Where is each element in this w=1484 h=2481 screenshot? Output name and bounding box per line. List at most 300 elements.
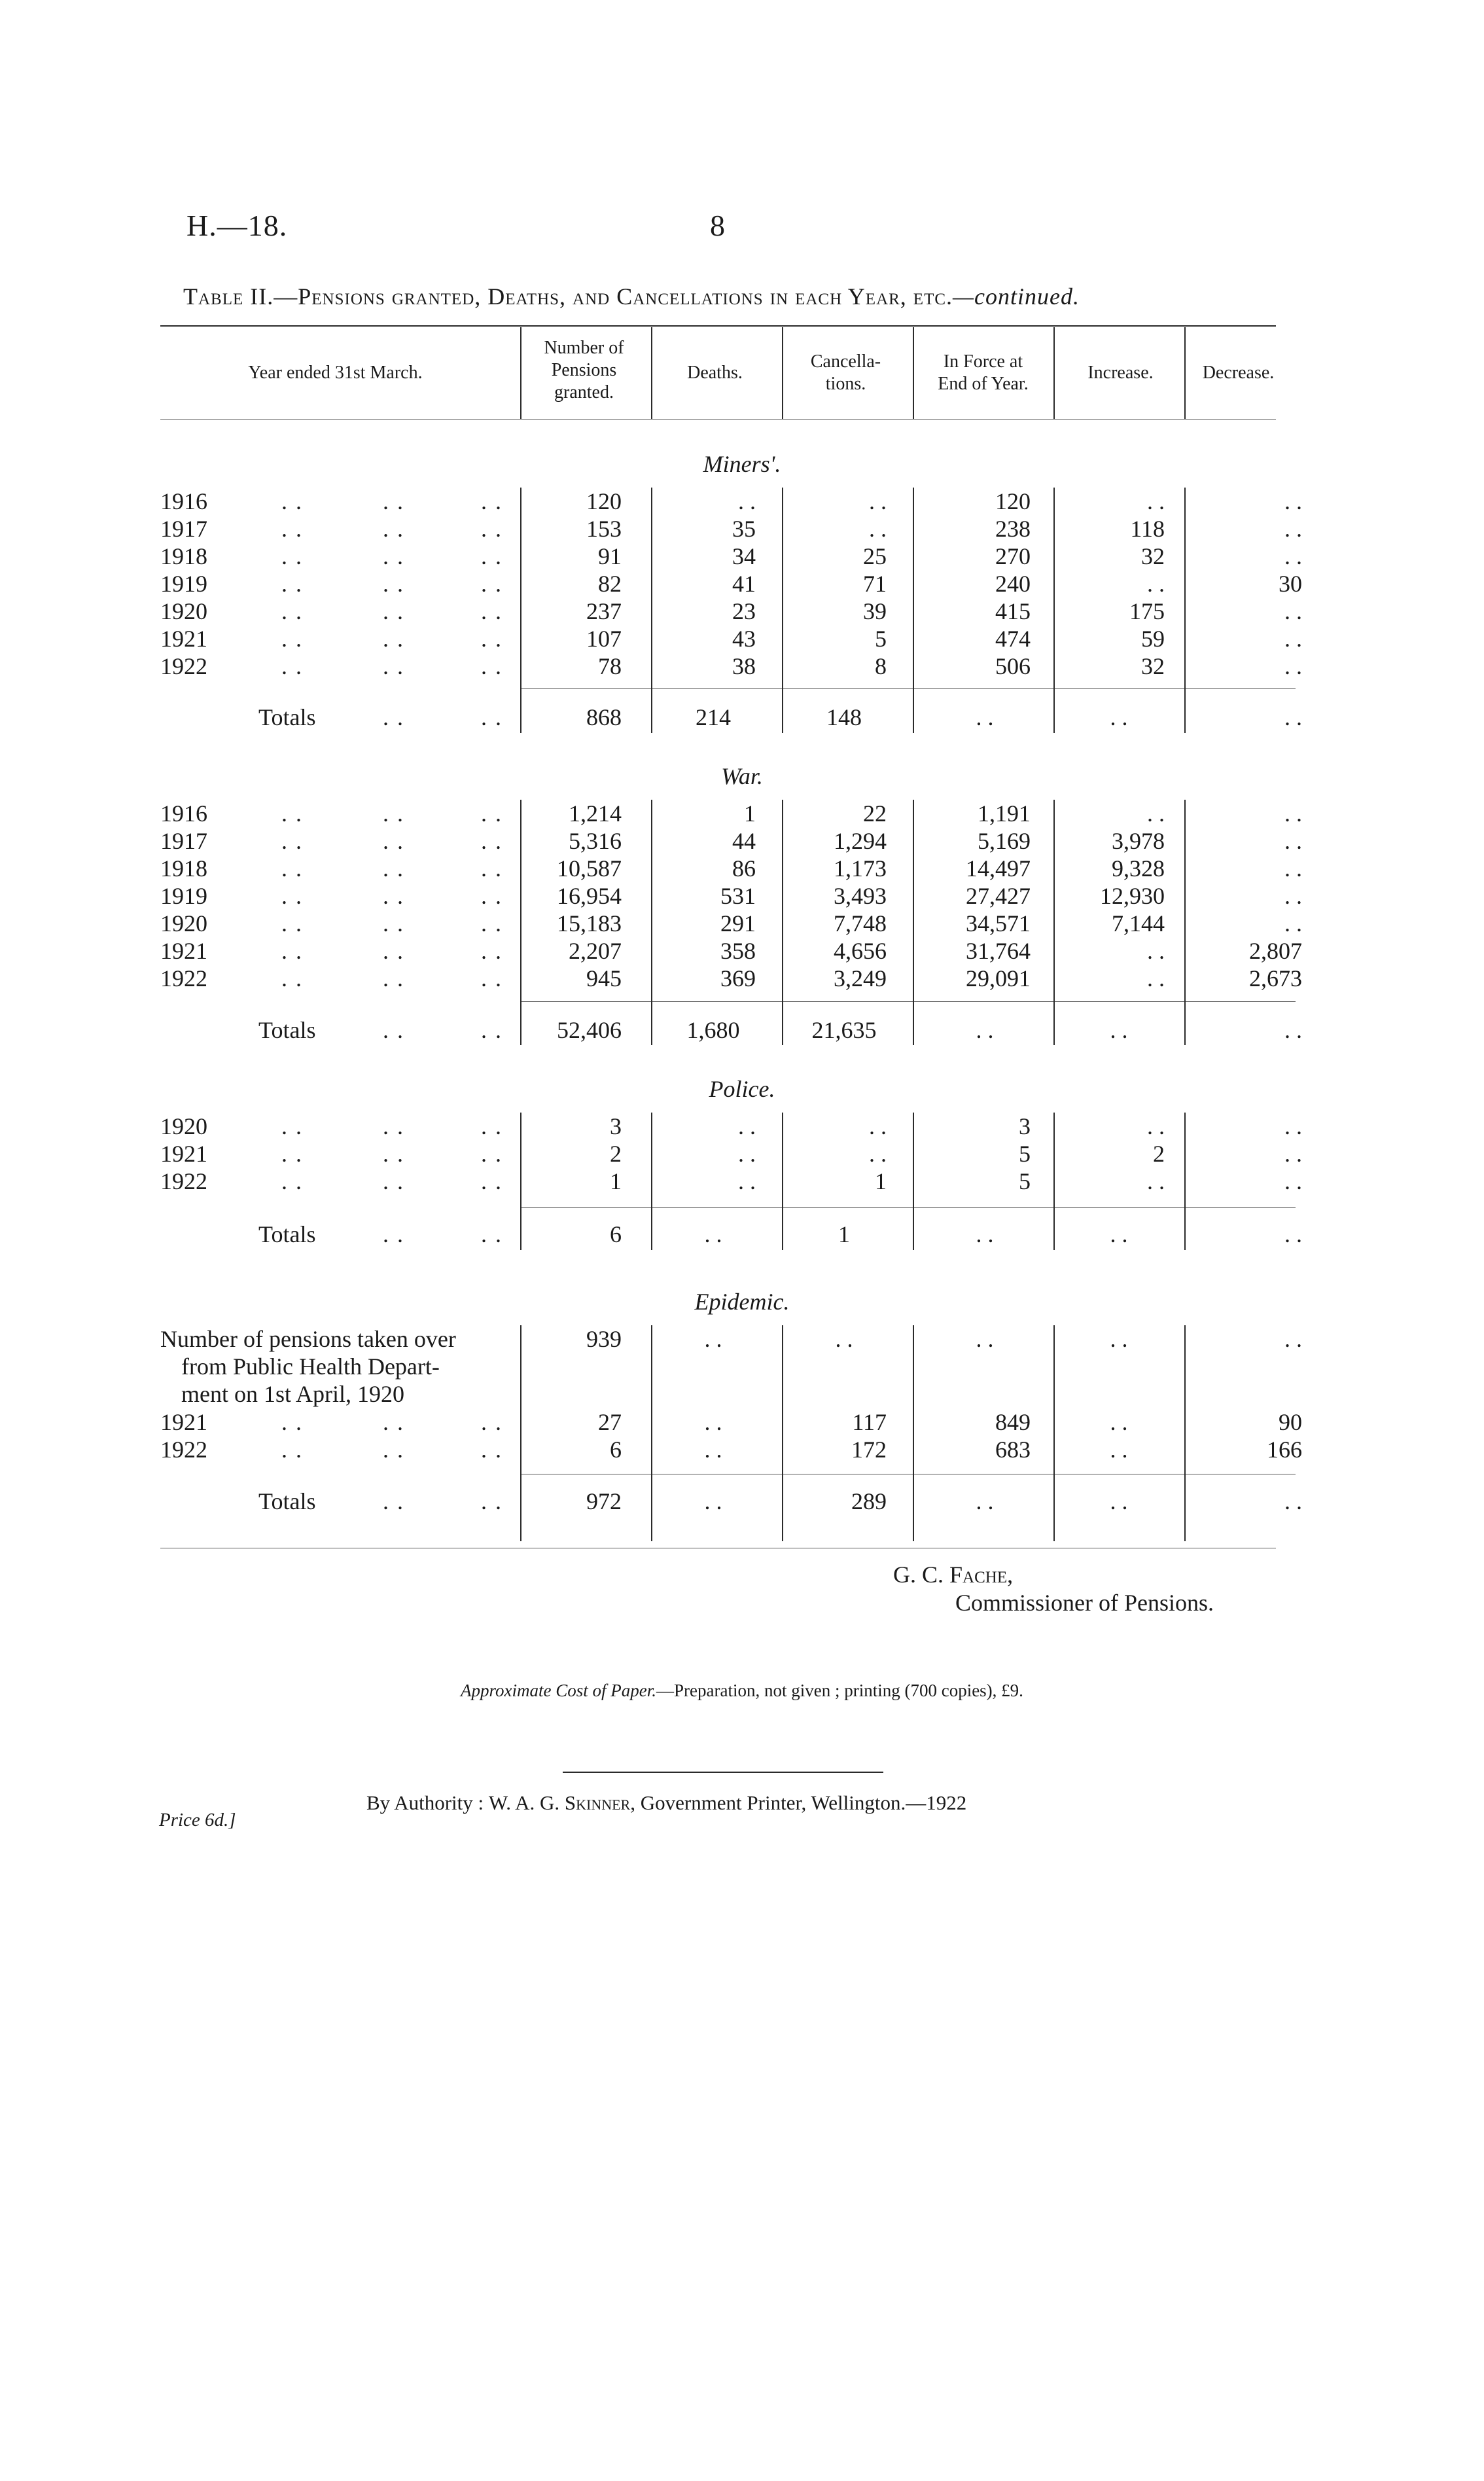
cost-note (0, 1681, 1484, 1701)
cell-increase: . . (1147, 488, 1165, 514)
leader-dots: . . (481, 1017, 503, 1043)
cell-deaths: . . (704, 1409, 722, 1435)
cell-granted: 2 (610, 1141, 622, 1167)
cell-deaths: . . (738, 488, 756, 514)
totals-row (0, 1221, 1484, 1248)
cost-note-label: Approximate Cost of Paper. (461, 1681, 657, 1700)
leader-dots: . . (383, 1409, 404, 1435)
cell-cancellations: 22 (863, 800, 887, 827)
row-year: 1922 (160, 1437, 207, 1463)
leader-dots: . . (281, 571, 303, 597)
col-sep (913, 800, 914, 1045)
cell-deaths: 41 (732, 571, 756, 597)
cost-note-text: —Preparation, not given ; printing (700 copies), £9. (656, 1681, 1023, 1700)
cell-increase: 59 (1141, 626, 1165, 652)
page-number: 8 (710, 209, 725, 242)
cell-granted: 237 (586, 598, 622, 624)
subtotal-rule (520, 1001, 1296, 1002)
leader-dots: . . (383, 516, 404, 542)
leader-dots: . . (481, 598, 503, 624)
row-year: 1917 (160, 828, 207, 854)
leader-dots: . . (383, 1017, 404, 1043)
cell-granted: 27 (598, 1409, 622, 1435)
row-year: 1921 (160, 1141, 207, 1167)
leader-dots: . . (281, 543, 303, 569)
subtotal-rule (520, 688, 1296, 689)
col-header-year: Year ended 31st March. (248, 363, 423, 383)
cell-in-force: 270 (995, 543, 1031, 569)
col-sep (520, 488, 521, 733)
cell-increase: 32 (1141, 543, 1165, 569)
cell-deaths: 35 (732, 516, 756, 542)
leader-dots: . . (481, 1437, 503, 1463)
leader-dots: . . (383, 965, 404, 991)
cell-in-force: 506 (995, 653, 1031, 679)
leader-dots: . . (281, 488, 303, 514)
cell-granted: 107 (586, 626, 622, 652)
leader-dots: . . (481, 965, 503, 991)
row-year: 1919 (160, 571, 207, 597)
col-sep (913, 1325, 914, 1541)
table-row (0, 1140, 1484, 1168)
total-deaths: . . (704, 1488, 722, 1514)
cell-in-force: 683 (995, 1437, 1031, 1463)
total-granted: 972 (586, 1488, 622, 1514)
cell-in-force: 29,091 (966, 965, 1031, 991)
total-deaths: 1,680 (686, 1017, 740, 1043)
cell-cancellations: . . (869, 488, 887, 514)
cell-increase: 12,930 (1100, 883, 1165, 909)
leader-dots: . . (481, 1221, 503, 1247)
table-row (0, 855, 1484, 882)
cell-cancellations: 71 (863, 571, 887, 597)
col-sep (913, 488, 914, 733)
signatory-title: Commissioner of Pensions. (955, 1590, 1214, 1616)
leader-dots: . . (281, 1437, 303, 1463)
total-in-force: . . (976, 1488, 994, 1514)
leader-dots: . . (383, 488, 404, 514)
cell-cancellations: 5 (875, 626, 887, 652)
total-decrease: . . (1284, 1488, 1302, 1514)
cell-granted: 10,587 (557, 855, 622, 882)
cell-cancellations: 1 (875, 1168, 887, 1194)
table-row (0, 910, 1484, 937)
section-title-epidemic: Epidemic. (694, 1289, 790, 1315)
cell-cancellations: 117 (852, 1409, 887, 1435)
leader-dots: . . (383, 571, 404, 597)
cell-granted: 2,207 (569, 938, 622, 964)
cell-increase: . . (1147, 965, 1165, 991)
cell-decrease: . . (1284, 598, 1302, 624)
leader-dots: . . (281, 938, 303, 964)
leader-dots: . . (281, 855, 303, 882)
cell-in-force: 5,169 (978, 828, 1031, 854)
row-year: 1921 (160, 626, 207, 652)
total-increase: . . (1110, 704, 1128, 730)
cell-decrease: . . (1284, 1326, 1302, 1352)
table-row (0, 543, 1484, 570)
col-sep (782, 1113, 783, 1250)
authority-line (366, 1791, 966, 1815)
cell-decrease: 30 (1279, 571, 1302, 597)
table-row (0, 1436, 1484, 1463)
cell-decrease: . . (1284, 883, 1302, 909)
cell-granted: 945 (586, 965, 622, 991)
col-sep (520, 1113, 521, 1250)
row-year: 1919 (160, 883, 207, 909)
header-col-sep (782, 327, 783, 419)
cell-cancellations: . . (869, 1113, 887, 1139)
leader-dots: . . (281, 1409, 303, 1435)
leader-dots: . . (383, 1221, 404, 1247)
header-col-sep (1184, 327, 1186, 419)
cell-in-force: 3 (1019, 1113, 1031, 1139)
total-increase: . . (1110, 1221, 1128, 1247)
total-decrease: . . (1284, 704, 1302, 730)
cell-decrease: . . (1284, 653, 1302, 679)
col-sep (1184, 1325, 1186, 1541)
header-col-sep (1053, 327, 1055, 419)
cell-in-force: 5 (1019, 1141, 1031, 1167)
cell-deaths: 531 (720, 883, 756, 909)
cell-decrease: . . (1284, 910, 1302, 937)
cell-in-force: 238 (995, 516, 1031, 542)
col-sep (1053, 1113, 1055, 1250)
col-header-decrease: Decrease. (1202, 363, 1275, 383)
total-decrease: . . (1284, 1017, 1302, 1043)
leader-dots: . . (383, 543, 404, 569)
leader-dots: . . (383, 1437, 404, 1463)
cell-in-force: 474 (995, 626, 1031, 652)
table-row (0, 1408, 1484, 1436)
cell-in-force: 120 (995, 488, 1031, 514)
leader-dots: . . (481, 800, 503, 827)
cell-decrease: 2,673 (1249, 965, 1302, 991)
cell-decrease: . . (1284, 516, 1302, 542)
cell-decrease: . . (1284, 800, 1302, 827)
leader-dots: . . (481, 910, 503, 937)
row-year: 1916 (160, 488, 207, 514)
cell-granted: 78 (598, 653, 622, 679)
authority-suffix: , Government Printer, Wellington.—1922 (630, 1791, 967, 1814)
col-sep (651, 1113, 652, 1250)
table-row (0, 1325, 1484, 1353)
total-in-force: . . (976, 1221, 994, 1247)
col-sep (1184, 1113, 1186, 1250)
leader-dots: . . (383, 1141, 404, 1167)
col-sep (1053, 1325, 1055, 1541)
col-header-granted-l3: granted. (554, 382, 614, 402)
cell-granted: 1,214 (569, 800, 622, 827)
cell-deaths: 86 (732, 855, 756, 882)
leader-dots: . . (281, 965, 303, 991)
epidemic-label-line2: from Public Health Depart- (181, 1353, 440, 1380)
table-row (0, 1113, 1484, 1140)
table-row (0, 598, 1484, 625)
cell-cancellations: 4,656 (834, 938, 887, 964)
cell-cancellations: 3,493 (834, 883, 887, 909)
leader-dots: . . (281, 800, 303, 827)
cell-cancellations: . . (869, 1141, 887, 1167)
cell-cancellations: 25 (863, 543, 887, 569)
col-sep (520, 1325, 521, 1541)
total-cancellations: 289 (851, 1488, 887, 1514)
leader-dots: . . (481, 704, 503, 730)
leader-dots: . . (383, 883, 404, 909)
cell-in-force: 31,764 (966, 938, 1031, 964)
col-header-granted-l1: Number of (544, 338, 624, 358)
col-header-granted-l2: Pensions (551, 360, 617, 380)
table-title (183, 283, 1080, 310)
col-header-cancel-l2: tions. (825, 374, 866, 394)
col-header-increase: Increase. (1087, 363, 1154, 383)
table-row (0, 488, 1484, 515)
totals-label: Totals (258, 1221, 316, 1247)
cell-cancellations: 8 (875, 653, 887, 679)
col-sep (520, 800, 521, 1045)
row-year: 1916 (160, 800, 207, 827)
row-year: 1922 (160, 1168, 207, 1194)
leader-dots: . . (281, 516, 303, 542)
leader-dots: . . (383, 800, 404, 827)
cell-deaths: 291 (720, 910, 756, 937)
totals-label: Totals (258, 1488, 316, 1514)
leader-dots: . . (281, 626, 303, 652)
leader-dots: . . (383, 1168, 404, 1194)
total-deaths: 214 (696, 704, 731, 730)
leader-dots: . . (281, 653, 303, 679)
cell-granted: 1 (610, 1168, 622, 1194)
total-granted: 52,406 (557, 1017, 622, 1043)
table-title-main: Table II.—Pensions granted, Deaths, and Cancellations in each Year, etc. (183, 283, 953, 310)
col-header-deaths: Deaths. (687, 363, 743, 383)
cell-granted: 5,316 (569, 828, 622, 854)
document-reference: H.—18. (186, 209, 288, 242)
cell-deaths: 23 (732, 598, 756, 624)
cell-increase: . . (1147, 571, 1165, 597)
cell-increase: 32 (1141, 653, 1165, 679)
leader-dots: . . (281, 1168, 303, 1194)
total-deaths: . . (704, 1221, 722, 1247)
footer-rule (563, 1772, 883, 1773)
cell-in-force: 5 (1019, 1168, 1031, 1194)
table-row (0, 625, 1484, 652)
total-decrease: . . (1284, 1221, 1302, 1247)
table-top-rule (160, 325, 1276, 327)
col-header-granted (520, 337, 648, 404)
total-increase: . . (1110, 1017, 1128, 1043)
cell-granted: 3 (610, 1113, 622, 1139)
col-sep (1053, 800, 1055, 1045)
cell-granted: 15,183 (557, 910, 622, 937)
row-year: 1920 (160, 598, 207, 624)
row-year: 1920 (160, 1113, 207, 1139)
leader-dots: . . (481, 543, 503, 569)
col-header-inforce-l1: In Force at (943, 351, 1023, 372)
cell-decrease: . . (1284, 626, 1302, 652)
cell-decrease: . . (1284, 855, 1302, 882)
cell-increase: 2 (1153, 1141, 1165, 1167)
cell-deaths: 34 (732, 543, 756, 569)
cell-deaths: . . (738, 1113, 756, 1139)
header-col-sep (520, 327, 521, 419)
row-year: 1921 (160, 1409, 207, 1435)
total-cancellations: 21,635 (811, 1017, 877, 1043)
leader-dots: . . (383, 828, 404, 854)
leader-dots: . . (481, 1113, 503, 1139)
leader-dots: . . (481, 828, 503, 854)
leader-dots: . . (481, 571, 503, 597)
total-in-force: . . (976, 704, 994, 730)
cell-decrease: . . (1284, 1113, 1302, 1139)
cell-granted: 120 (586, 488, 622, 514)
row-year: 1917 (160, 516, 207, 542)
cell-increase: . . (1147, 938, 1165, 964)
cell-deaths: . . (704, 1326, 722, 1352)
col-sep (782, 488, 783, 733)
cell-in-force: 240 (995, 571, 1031, 597)
cell-deaths: 358 (720, 938, 756, 964)
leader-dots: . . (481, 938, 503, 964)
col-sep (651, 1325, 652, 1541)
totals-label: Totals (258, 704, 316, 730)
subtotal-rule (520, 1207, 1296, 1208)
cell-increase: . . (1110, 1326, 1128, 1352)
cell-cancellations: 39 (863, 598, 887, 624)
leader-dots: . . (481, 488, 503, 514)
cell-decrease: . . (1284, 1141, 1302, 1167)
cell-deaths: 38 (732, 653, 756, 679)
leader-dots: . . (383, 1113, 404, 1139)
total-cancellations: 1 (838, 1221, 850, 1247)
cell-granted: 82 (598, 571, 622, 597)
cell-cancellations: 172 (851, 1437, 887, 1463)
cell-increase: 3,978 (1112, 828, 1165, 854)
leader-dots: . . (383, 855, 404, 882)
leader-dots: . . (383, 1488, 404, 1514)
cell-increase: . . (1110, 1437, 1128, 1463)
cell-decrease: . . (1284, 828, 1302, 854)
leader-dots: . . (481, 516, 503, 542)
leader-dots: . . (383, 626, 404, 652)
cell-increase: 9,328 (1112, 855, 1165, 882)
signatory-name (893, 1561, 1013, 1588)
col-sep (1184, 800, 1186, 1045)
cell-deaths: . . (704, 1437, 722, 1463)
totals-row (0, 1016, 1484, 1044)
row-year: 1918 (160, 543, 207, 569)
cell-in-force: 27,427 (966, 883, 1031, 909)
cell-granted: 91 (598, 543, 622, 569)
cell-increase: . . (1110, 1409, 1128, 1435)
table-row (0, 652, 1484, 680)
table-row (0, 515, 1484, 543)
leader-dots: . . (383, 598, 404, 624)
totals-label: Totals (258, 1017, 316, 1043)
cell-in-force: 34,571 (966, 910, 1031, 937)
section-title-police: Police. (709, 1076, 775, 1102)
row-year: 1921 (160, 938, 207, 964)
section-title-miners: Miners'. (703, 451, 781, 477)
cell-cancellations: 1,173 (834, 855, 887, 882)
header-col-sep (651, 327, 652, 419)
total-increase: . . (1110, 1488, 1128, 1514)
leader-dots: . . (383, 704, 404, 730)
table-row (0, 800, 1484, 827)
leader-dots: . . (281, 910, 303, 937)
cell-increase: 118 (1130, 516, 1165, 542)
table-row (0, 965, 1484, 992)
cell-deaths: 44 (732, 828, 756, 854)
col-sep (1184, 488, 1186, 733)
cell-in-force: 14,497 (966, 855, 1031, 882)
cell-in-force: 415 (995, 598, 1031, 624)
leader-dots: . . (383, 653, 404, 679)
col-sep (1053, 488, 1055, 733)
table-row (0, 570, 1484, 598)
cell-deaths: . . (738, 1141, 756, 1167)
row-year: 1922 (160, 965, 207, 991)
totals-row (0, 1488, 1484, 1515)
cell-in-force: . . (976, 1326, 994, 1352)
total-granted: 868 (586, 704, 622, 730)
signatory-name-text: G. C. Fache, (893, 1562, 1014, 1588)
cell-granted: 939 (586, 1326, 622, 1352)
leader-dots: . . (481, 1168, 503, 1194)
cell-deaths: 1 (744, 800, 756, 827)
cell-increase: . . (1147, 1113, 1165, 1139)
table-row (0, 882, 1484, 910)
printer-name: W. A. G. Skinner (488, 1791, 631, 1814)
cell-in-force: 1,191 (978, 800, 1031, 827)
col-sep (651, 800, 652, 1045)
col-sep (782, 1325, 783, 1541)
cell-cancellations: 1,294 (834, 828, 887, 854)
col-header-cancel-l1: Cancella- (810, 351, 881, 372)
cell-increase: 175 (1129, 598, 1165, 624)
leader-dots: . . (481, 883, 503, 909)
leader-dots: . . (383, 910, 404, 937)
cell-in-force: 849 (995, 1409, 1031, 1435)
leader-dots: . . (481, 1141, 503, 1167)
totals-row (0, 704, 1484, 731)
col-header-cancellations (782, 351, 910, 395)
cell-cancellations: 7,748 (834, 910, 887, 937)
cell-decrease: 2,807 (1249, 938, 1302, 964)
cell-granted: 16,954 (557, 883, 622, 909)
row-year: 1918 (160, 855, 207, 882)
leader-dots: . . (481, 626, 503, 652)
epidemic-label-line1: Number of pensions taken over (160, 1326, 456, 1352)
total-granted: 6 (610, 1221, 622, 1247)
table-row (0, 1168, 1484, 1195)
authority-prefix: By Authority : (366, 1791, 489, 1814)
table-row (0, 937, 1484, 965)
col-header-in-force (913, 351, 1053, 395)
cell-increase: . . (1147, 800, 1165, 827)
cell-deaths: 43 (732, 626, 756, 652)
col-sep (782, 800, 783, 1045)
leader-dots: . . (281, 598, 303, 624)
cell-decrease: . . (1284, 1168, 1302, 1194)
total-in-force: . . (976, 1017, 994, 1043)
cell-granted: 153 (586, 516, 622, 542)
col-sep (913, 1113, 914, 1250)
section-title-war: War. (721, 763, 763, 789)
cell-granted: 6 (610, 1437, 622, 1463)
cell-decrease: . . (1284, 543, 1302, 569)
cell-cancellations: . . (869, 516, 887, 542)
